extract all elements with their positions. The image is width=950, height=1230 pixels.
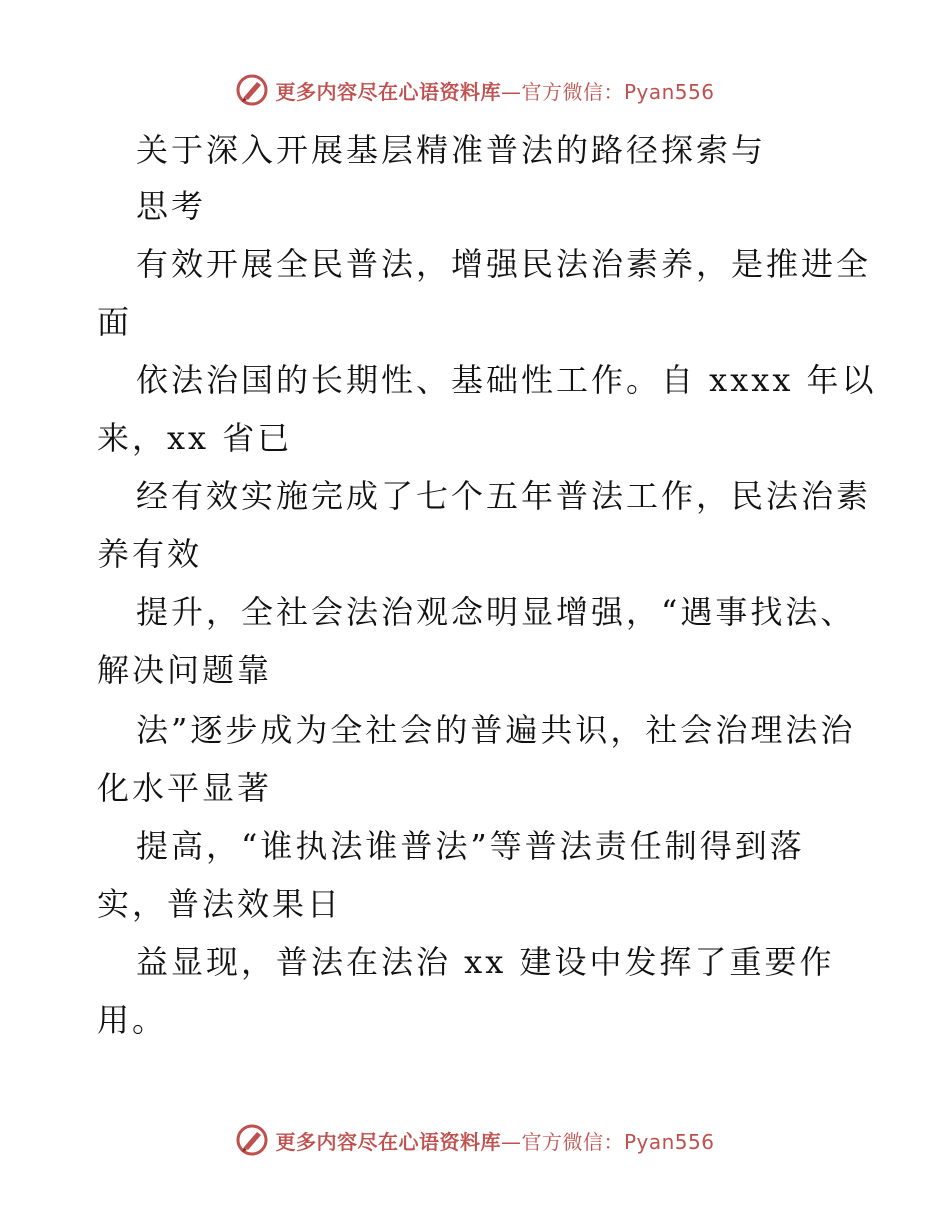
watermark-wechat: 官方微信：Pyan556	[521, 79, 715, 104]
watermark-brand: 更多内容尽在心语资料库	[275, 1129, 501, 1154]
doc-line: 来，xx 省已	[97, 419, 293, 457]
doc-line: 解决问题靠	[97, 651, 273, 689]
doc-line: 化水平显著	[97, 769, 273, 807]
footer-watermark	[0, 1120, 950, 1160]
pen-logo-icon	[235, 1123, 269, 1157]
doc-line: 经有效实施完成了七个五年普法工作，民法治素	[136, 477, 872, 515]
watermark-brand: 更多内容尽在心语资料库	[275, 79, 501, 104]
doc-line: 实，普法效果日	[97, 885, 343, 923]
doc-line: 提升，全社会法治观念明显增强，“遇事找法、	[136, 593, 856, 631]
doc-line: 法”逐步成为全社会的普遍共识，社会治理法治	[136, 711, 856, 749]
watermark-wechat: 官方微信：Pyan556	[521, 1129, 715, 1154]
watermark-separator: —	[500, 1129, 522, 1154]
doc-line: 益显现，普法在法治 xx 建设中发挥了重要作	[136, 943, 835, 981]
doc-line: 面	[97, 303, 133, 341]
watermark-text	[275, 76, 714, 105]
doc-line: 有效开展全民普法，增强民法治素养，是推进全	[136, 245, 872, 283]
doc-line: 养有效	[97, 535, 203, 573]
pen-logo-icon	[235, 73, 269, 107]
doc-line: 依法治国的长期性、基础性工作。自 xxxx 年以	[136, 361, 877, 399]
header-watermark	[0, 70, 950, 110]
doc-line: 关于深入开展基层精准普法的路径探索与	[136, 131, 767, 169]
doc-line: 思考	[136, 187, 207, 225]
watermark-separator: —	[500, 79, 522, 104]
doc-line: 提高，“谁执法谁普法”等普法责任制得到落	[136, 827, 805, 865]
watermark-text	[275, 1126, 714, 1155]
doc-line: 用。	[97, 1001, 168, 1039]
